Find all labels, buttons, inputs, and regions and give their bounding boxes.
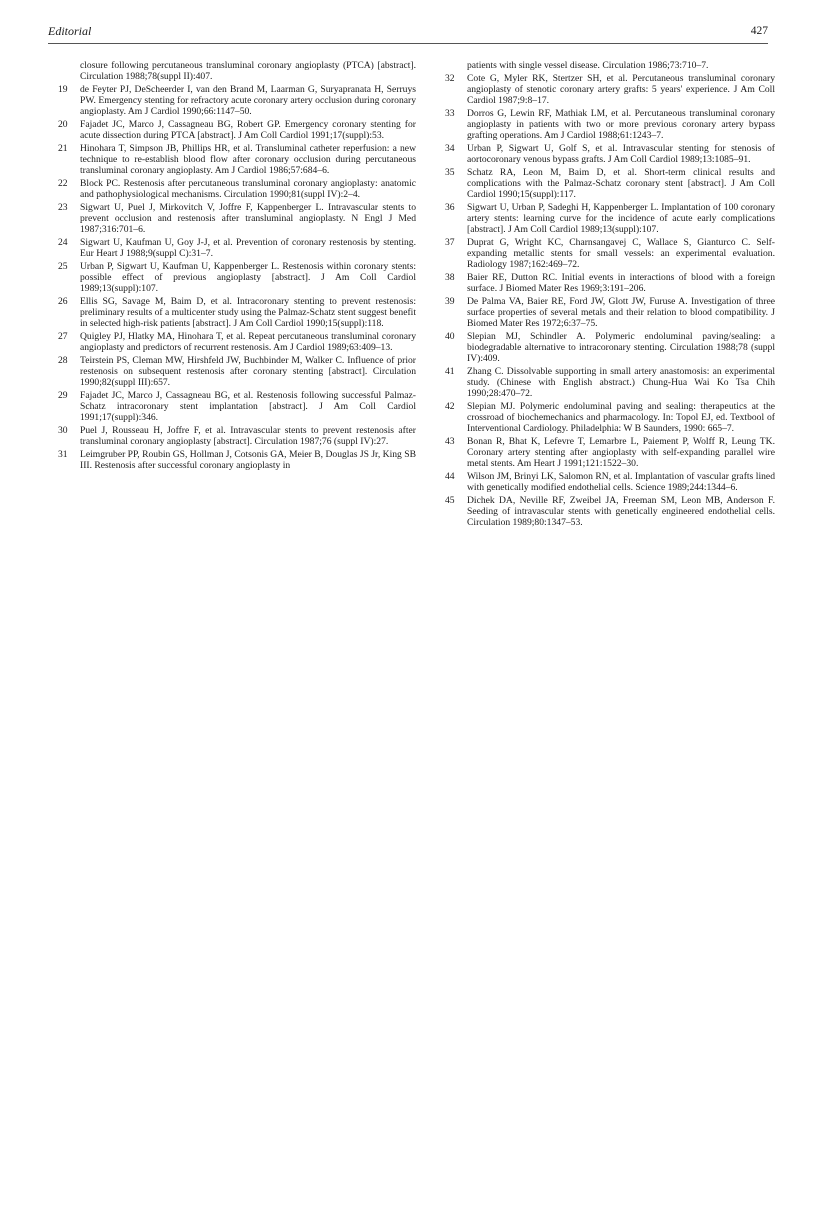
reference-entry — [445, 272, 775, 294]
reference-entry — [58, 425, 416, 447]
reference-entry — [445, 237, 775, 270]
reference-number: 33 — [445, 108, 455, 119]
reference-entry — [445, 60, 775, 71]
reference-text: Dichek DA, Neville RF, Zweibel JA, Freeman SM, Leon MB, Anderson F. Seeding of intravascular stents with genetically engineered endothelial cells. Circulation 1989;80:1347–53. — [467, 495, 775, 528]
reference-number: 32 — [445, 73, 455, 84]
reference-number: 22 — [58, 178, 68, 189]
reference-number: 24 — [58, 237, 68, 248]
reference-number: 30 — [58, 425, 68, 436]
reference-text: Dorros G, Lewin RF, Mathiak LM, et al. Percutaneous transluminal coronary angioplasty in patients with two or more previous coronary artery bypass grafting operations. Am J Cardiol 1988;61:1243–7. — [467, 108, 775, 141]
references-left-column — [58, 60, 416, 473]
reference-number: 35 — [445, 167, 455, 178]
reference-text: Urban P, Sigwart U, Kaufman U, Kappenberger L. Restenosis within coronary stents: possible effect of previous angioplasty [abstract]. J Am Coll Cardiol 1989;13(suppl):107. — [80, 261, 416, 294]
reference-text: Sigwart U, Kaufman U, Goy J-J, et al. Prevention of coronary restenosis by stenting. Eur Heart J 1988;9(suppl C):31–7. — [80, 237, 416, 259]
reference-entry — [445, 436, 775, 469]
reference-number: 42 — [445, 401, 455, 412]
reference-entry — [445, 108, 775, 141]
reference-text: Schatz RA, Leon M, Baim D, et al. Short-term clinical results and complications with the Palmaz-Schatz coronary stent [abstract]. J Am Coll Cardiol 1990;15(suppl):117. — [467, 167, 775, 200]
reference-text: Wilson JM, Brinyi LK, Salomon RN, et al. Implantation of vascular grafts lined with genetically modified endothelial cells. Science 1989;244:1344–6. — [467, 471, 775, 493]
reference-entry — [445, 471, 775, 493]
reference-entry — [445, 331, 775, 364]
reference-text: Hinohara T, Simpson JB, Phillips HR, et al. Transluminal catheter reperfusion: a new technique to re-establish blood flow after coronary occlusion during percutaneous transluminal coronary angioplasty. Am J Cardiol 1986;57:684–6. — [80, 143, 416, 176]
reference-text: closure following percutaneous transluminal coronary angioplasty (PTCA) [abstract]. Circulation 1988;78(suppl II):407. — [80, 60, 416, 82]
reference-number: 41 — [445, 366, 455, 377]
reference-text: Puel J, Rousseau H, Joffre F, et al. Intravascular stents to prevent restenosis after transluminal coronary angioplasty [abstract]. Circulation 1987;76 (suppl IV):27. — [80, 425, 416, 447]
reference-text: patients with single vessel disease. Circulation 1986;73:710–7. — [467, 60, 709, 71]
reference-text: Sigwart U, Puel J, Mirkovitch V, Joffre F, Kappenberger L. Intravascular stents to prevent occlusion and restenosis after transluminal angioplasty. N Engl J Med 1987;316:701–6. — [80, 202, 416, 235]
section-header: Editorial — [48, 24, 92, 38]
reference-number: 25 — [58, 261, 68, 272]
reference-entry — [58, 390, 416, 423]
reference-entry — [445, 366, 775, 399]
reference-number: 36 — [445, 202, 455, 213]
reference-number: 26 — [58, 296, 68, 307]
reference-text: Block PC. Restenosis after percutaneous transluminal coronary angioplasty: anatomic and pathophysiological mechanisms. Circulation 1990;81(suppl IV):2–4. — [80, 178, 416, 200]
references-right-column — [445, 60, 775, 530]
reference-number: 23 — [58, 202, 68, 213]
page-number: 427 — [750, 25, 768, 37]
reference-entry — [58, 84, 416, 117]
reference-entry — [58, 331, 416, 353]
reference-number: 39 — [445, 296, 455, 307]
reference-number: 45 — [445, 495, 455, 506]
reference-number: 44 — [445, 471, 455, 482]
reference-number: 34 — [445, 143, 455, 154]
reference-text: Leimgruber PP, Roubin GS, Hollman J, Cotsonis GA, Meier B, Douglas JS Jr, King SB III. Restenosis after successful coronary angioplasty in — [80, 449, 416, 471]
reference-entry — [445, 143, 775, 165]
reference-number: 28 — [58, 355, 68, 366]
reference-entry — [445, 296, 775, 329]
reference-entry — [58, 119, 416, 141]
reference-entry — [58, 261, 416, 294]
reference-text: Sigwart U, Urban P, Sadeghi H, Kappenberger L. Implantation of 100 coronary artery stents: learning curve for the incidence of acute early complications [abstract]. J Am Coll Cardiol 1989;13(suppl):107. — [467, 202, 775, 235]
reference-number: 21 — [58, 143, 68, 154]
reference-number: 27 — [58, 331, 68, 342]
reference-text: Ellis SG, Savage M, Baim D, et al. Intracoronary stenting to prevent restenosis: preliminary results of a multicenter study using the Palmaz-Schatz stent suggest benefit in selected high-risk patients [abstract]. J Am Coll Cardiol 1990;15(suppl):118. — [80, 296, 416, 329]
reference-text: Slepian MJ, Schindler A. Polymeric endoluminal paving/sealing: a biodegradable alternative to intracoronary stenting. Circulation 1988;78 (suppl IV):409. — [467, 331, 775, 364]
reference-entry — [58, 237, 416, 259]
reference-entry — [58, 60, 416, 82]
reference-number: 31 — [58, 449, 68, 460]
reference-entry — [445, 73, 775, 106]
reference-number: 37 — [445, 237, 455, 248]
reference-entry — [58, 202, 416, 235]
reference-entry — [445, 401, 775, 434]
reference-text: Fajadet JC, Marco J, Cassagneau BG, Robert GP. Emergency coronary stenting for acute dissection during PTCA [abstract]. J Am Coll Cardiol 1991;17(suppl):53. — [80, 119, 416, 141]
reference-entry — [445, 202, 775, 235]
reference-entry — [445, 495, 775, 528]
reference-number: 20 — [58, 119, 68, 130]
reference-text: Teirstein PS, Cleman MW, Hirshfeld JW, Buchbinder M, Walker C. Influence of prior restenosis on subsequent restenosis after coronary stenting [abstract]. Circulation 1990;82(suppl III):657. — [80, 355, 416, 388]
reference-entry — [58, 296, 416, 329]
reference-text: Quigley PJ, Hlatky MA, Hinohara T, et al. Repeat percutaneous transluminal coronary angioplasty and predictors of recurrent restenosis. Am J Cardiol 1989;63:409–13. — [80, 331, 416, 353]
reference-text: de Feyter PJ, DeScheerder I, van den Brand M, Laarman G, Suryapranata H, Serruys PW. Emergency stenting for refractory acute coronary artery occlusion during coronary angioplasty. Am J Cardiol 1990;66:1147–50. — [80, 84, 416, 117]
reference-text: Bonan R, Bhat K, Lefevre T, Lemarbre L, Paiement P, Wolff R, Leung TK. Coronary artery stenting after angioplasty with self-expanding parallel wire metal stents. Am Heart J 1991;121:1522–30. — [467, 436, 775, 469]
reference-text: Zhang C. Dissolvable supporting in small artery anastomosis: an experimental study. (Chinese with English abstract.) Chung-Hua Wai Ko Tsa Chih 1990;28:470–72. — [467, 366, 775, 399]
reference-number: 40 — [445, 331, 455, 342]
reference-entry — [58, 178, 416, 200]
reference-entry — [445, 167, 775, 200]
reference-text: Cote G, Myler RK, Stertzer SH, et al. Percutaneous transluminal coronary angioplasty of stenotic coronary artery grafts: 5 years' experience. J Am Coll Cardiol 1987;9:8–17. — [467, 73, 775, 106]
reference-text: Duprat G, Wright KC, Charnsangavej C, Wallace S, Gianturco C. Self-expanding metallic stents for small vessels: an experimental evaluation. Radiology 1987;162:469–72. — [467, 237, 775, 270]
header-rule — [48, 43, 768, 44]
reference-number: 29 — [58, 390, 68, 401]
reference-text: Fajadet JC, Marco J, Cassagneau BG, et al. Restenosis following successful Palmaz-Schatz intracoronary stent implantation [abstract]. J Am Coll Cardiol 1991;17(suppl):346. — [80, 390, 416, 423]
reference-number: 38 — [445, 272, 455, 283]
reference-number: 43 — [445, 436, 455, 447]
reference-text: De Palma VA, Baier RE, Ford JW, Glott JW, Furuse A. Investigation of three surface properties of several metals and their relation to blood compatibility. J Biomed Mater Res 1972;6:37–75. — [467, 296, 775, 329]
reference-number: 19 — [58, 84, 68, 95]
reference-entry — [58, 449, 416, 471]
reference-text: Slepian MJ. Polymeric endoluminal paving and sealing: therapeutics at the crossroad of biochemechanics and pharmacology. In: Topol EJ, ed. Textbool of Interventional Cardiology. Philadelphia: W B Saunders, 1990: 665–7. — [467, 401, 775, 434]
reference-entry — [58, 355, 416, 388]
reference-text: Urban P, Sigwart U, Golf S, et al. Intravascular stenting for stenosis of aortocoronary venous bypass grafts. J Am Coll Cardiol 1989;13:1085–91. — [467, 143, 775, 165]
reference-text: Baier RE, Dutton RC. Initial events in interactions of blood with a foreign surface. J Biomed Mater Res 1969;3:191–206. — [467, 272, 775, 294]
reference-entry — [58, 143, 416, 176]
